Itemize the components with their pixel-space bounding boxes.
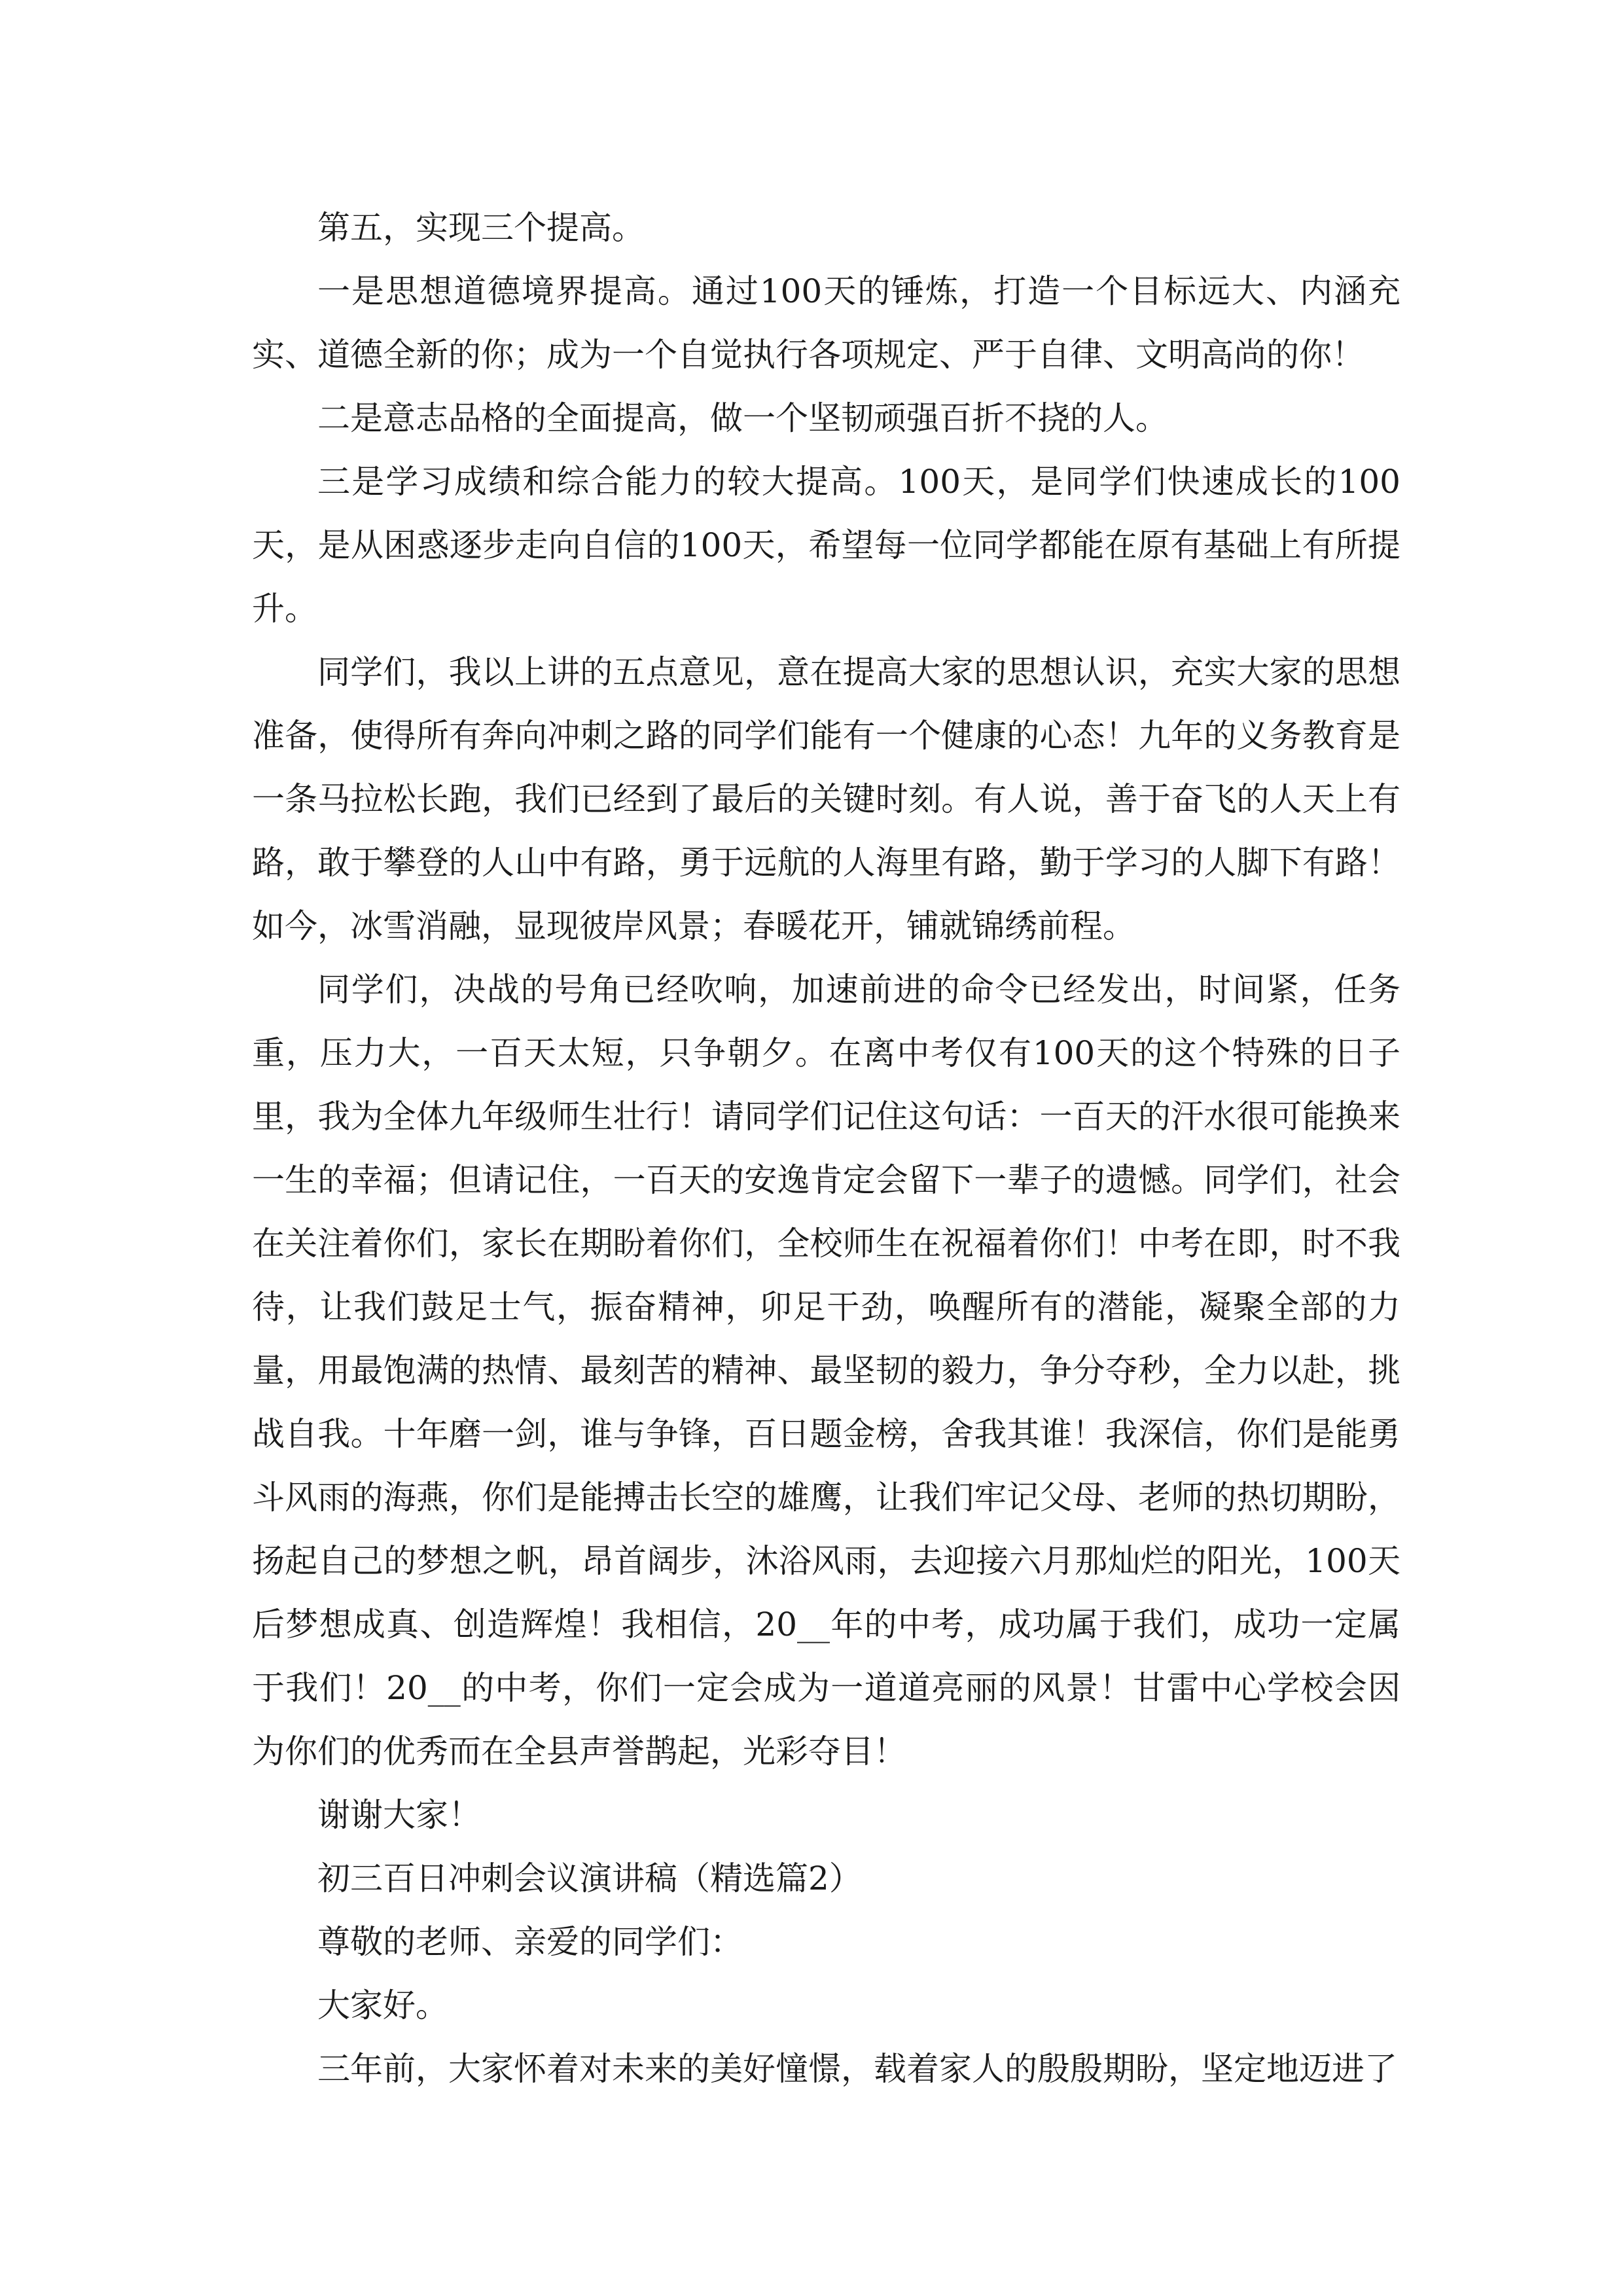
paragraph-academic-improvement: 三是学习成绩和综合能力的较大提高。100天，是同学们快速成长的100天，是从困惑逐步走向自信的100天，希望每一位同学都能在原有基础上有所提升。 [252, 463, 1400, 628]
paragraph-call-to-action: 同学们，决战的号角已经吹响，加速前进的命令已经发出，时间紧，任务重，压力大，一百天太短，只争朝夕。在离中考仅有100天的这个特殊的日子里，我为全体九年级师生壮行！请同学们记住这句话：一百天的汗水很可能换来一生的幸福；但请记住，一百天的安逸肯定会留下一辈子的遗憾。同学们，社会在关注着你们，家长在期盼着你们，全校师生在祝福着你们！中考在即，时不我待，让我们鼓足士气，振奋精神，卯足干劲，唤醒所有的潜能，凝聚全部的力量，用最饱满的热情、最刻苦的精神、最坚韧的毅力，争分夺秒，全力以赴，挑战自我。十年磨一剑，谁与争锋，百日题金榜，舍我其谁！我深信，你们是能勇斗风雨的海燕，你们是能搏击长空的雄鹰，让我们牢记父母、老师的热切期盼，扬起自己的梦想之帆，昂首阔步，沐浴风雨，去迎接六月那灿烂的阳光，100天后梦想成真、创造辉煌！我相信，20__年的中考，成功属于我们，成功一定属于我们！20__的中考，你们一定会成为一道道亮丽的风景！甘雷中心学校会因为你们的优秀而在全县声誉鹊起，光彩夺目！ [252, 971, 1400, 1770]
paragraph-opening-line: 三年前，大家怀着对未来的美好憧憬，载着家人的殷殷期盼，坚定地迈进了 [317, 2050, 1397, 2088]
section-title-speech-2: 初三百日冲刺会议演讲稿（精选篇2） [317, 1859, 862, 1897]
document-body [252, 196, 1400, 2101]
paragraph-greeting: 大家好。 [317, 1986, 448, 2024]
paragraph-moral-improvement: 一是思想道德境界提高。通过100天的锤炼，打造一个目标远大、内涵充实、道德全新的你；成为一个自觉执行各项规定、严于自律、文明高尚的你！ [252, 272, 1400, 374]
paragraph-thanks: 谢谢大家！ [317, 1796, 481, 1834]
paragraph-willpower-improvement: 二是意志品格的全面提高，做一个坚韧顽强百折不挠的人。 [317, 399, 1168, 437]
paragraph-section-five-heading: 第五，实现三个提高。 [317, 209, 645, 247]
paragraph-salutation: 尊敬的老师、亲爱的同学们： [317, 1923, 743, 1961]
paragraph-five-points-summary: 同学们，我以上讲的五点意见，意在提高大家的思想认识，充实大家的思想准备，使得所有奔向冲刺之路的同学们能有一个健康的心态！九年的义务教育是一条马拉松长跑，我们已经到了最后的关键时刻。有人说，善于奋飞的人天上有路，敢于攀登的人山中有路，勇于远航的人海里有路，勤于学习的人脚下有路！如今，冰雪消融，显现彼岸风景；春暖花开，铺就锦绣前程。 [252, 653, 1400, 945]
